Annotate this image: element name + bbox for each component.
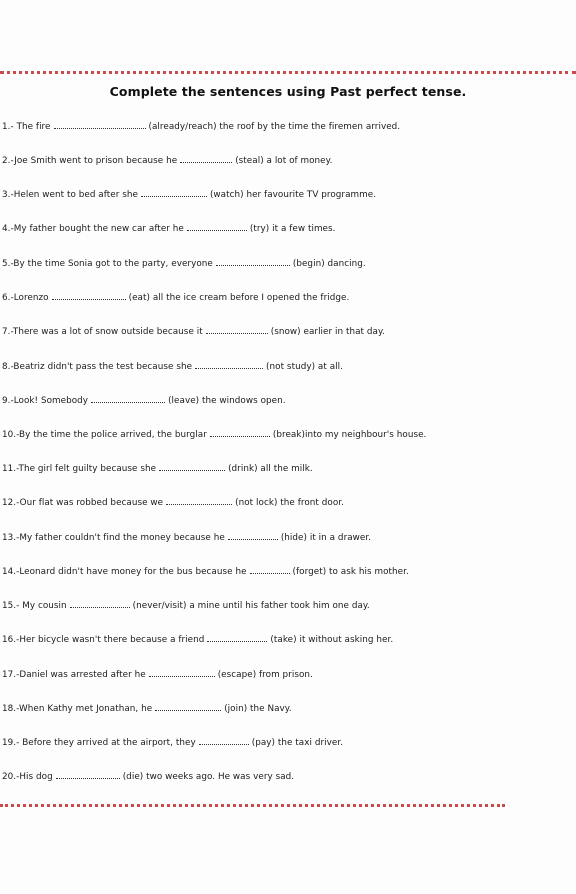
sentence-text-after: (steal) a lot of money. <box>235 156 333 166</box>
sentence-5 <box>2 255 576 272</box>
sentence-text-before: 10.-By the time the police arrived, the burglar <box>2 430 207 440</box>
sentence-text-before: 17.-Daniel was arrested after he <box>2 670 146 680</box>
sentence-text-before: 2.-Joe Smith went to prison because he <box>2 156 178 166</box>
sentence-text-after: (never/visit) a mine until his father took him one day. <box>132 601 370 611</box>
sentence-text-after: (leave) the windows open. <box>168 396 286 406</box>
sentence-1 <box>2 118 576 135</box>
sentence-9 <box>2 392 576 409</box>
sentence-text-after: (not study) at all. <box>266 362 343 372</box>
sentence-text-after: (join) the Navy. <box>224 704 292 714</box>
answer-blank[interactable] <box>180 152 232 163</box>
sentence-text-after: (already/reach) the roof by the time the firemen arrived. <box>148 122 401 132</box>
sentence-20 <box>2 768 576 785</box>
sentence-text-after: (forget) to ask his mother. <box>292 567 409 577</box>
sentence-text-before: 7.-There was a lot of snow outside because it <box>2 327 203 337</box>
sentence-text-before: 11.-The girl felt guilty because she <box>2 464 157 474</box>
sentence-10 <box>2 426 576 443</box>
sentence-text-after: (pay) the taxi driver. <box>251 738 344 748</box>
sentence-text-after: (escape) from prison. <box>217 670 313 680</box>
sentence-3 <box>2 186 576 203</box>
answer-blank[interactable] <box>141 186 207 197</box>
sentence-text-after: (watch) her favourite TV programme. <box>209 190 377 200</box>
answer-blank[interactable] <box>216 255 290 266</box>
sentence-text-before: 18.-When Kathy met Jonathan, he <box>2 704 153 714</box>
sentence-text-after: (drink) all the milk. <box>228 464 313 474</box>
sentence-text-after: (snow) earlier in that day. <box>270 327 385 337</box>
sentence-text-after: (die) two weeks ago. He was very sad. <box>122 772 295 782</box>
sentence-text-after: (try) it a few times. <box>249 224 336 234</box>
answer-blank[interactable] <box>149 666 215 677</box>
answer-blank[interactable] <box>91 392 165 403</box>
sentence-text-after: (begin) dancing. <box>292 259 366 269</box>
answer-blank[interactable] <box>52 289 126 300</box>
sentence-text-after: (eat) all the ice cream before I opened the fridge. <box>128 293 350 303</box>
answer-blank[interactable] <box>206 323 268 334</box>
sentence-7 <box>2 323 576 340</box>
sentence-14 <box>2 563 576 580</box>
sentence-text-after: (take) it without asking her. <box>270 635 394 645</box>
sentence-text-before: 12.-Our flat was robbed because we <box>2 498 164 508</box>
answer-blank[interactable] <box>228 529 278 540</box>
answer-blank[interactable] <box>207 631 267 642</box>
answer-blank[interactable] <box>56 768 120 779</box>
sentence-text-before: 5.-By the time Sonia got to the party, everyone <box>2 259 213 269</box>
top-dotted-divider <box>0 71 576 74</box>
answer-blank[interactable] <box>250 563 290 574</box>
bottom-dotted-divider <box>0 804 505 807</box>
sentence-13 <box>2 529 576 546</box>
sentence-15 <box>2 597 576 614</box>
answer-blank[interactable] <box>199 734 249 745</box>
sentence-text-after: (hide) it in a drawer. <box>280 533 372 543</box>
sentence-text-before: 6.-Lorenzo <box>2 293 49 303</box>
answer-blank[interactable] <box>195 358 263 369</box>
sentence-text-before: 13.-My father couldn't find the money because he <box>2 533 225 543</box>
sentence-16 <box>2 631 576 648</box>
answer-blank[interactable] <box>159 460 225 471</box>
sentence-text-before: 14.-Leonard didn't have money for the bus because he <box>2 567 247 577</box>
sentence-19 <box>2 734 576 751</box>
answer-blank[interactable] <box>210 426 270 437</box>
sentence-12 <box>2 494 576 511</box>
sentence-6 <box>2 289 576 306</box>
worksheet-title: Complete the sentences using Past perfect tense. <box>109 84 467 99</box>
sentence-text-before: 15.- My cousin <box>2 601 67 611</box>
sentence-text-before: 8.-Beatriz didn't pass the test because she <box>2 362 193 372</box>
sentence-text-before: 4.-My father bought the new car after he <box>2 224 184 234</box>
sentence-text-after: (not lock) the front door. <box>235 498 344 508</box>
sentence-17 <box>2 666 576 683</box>
answer-blank[interactable] <box>166 494 232 505</box>
sentence-text-before: 1.- The fire <box>2 122 51 132</box>
sentence-text-before: 19.- Before they arrived at the airport, they <box>2 738 196 748</box>
answer-blank[interactable] <box>155 700 221 711</box>
sentence-2 <box>2 152 576 169</box>
sentence-text-after: (break)into my neighbour's house. <box>272 430 427 440</box>
sentence-11 <box>2 460 576 477</box>
answer-blank[interactable] <box>70 597 130 608</box>
sentence-text-before: 3.-Helen went to bed after she <box>2 190 138 200</box>
sentence-8 <box>2 358 576 375</box>
answer-blank[interactable] <box>187 220 247 231</box>
sentence-text-before: 20.-His dog <box>2 772 53 782</box>
sentence-4 <box>2 220 576 237</box>
sentence-text-before: 9.-Look! Somebody <box>2 396 89 406</box>
sentence-18 <box>2 700 576 717</box>
answer-blank[interactable] <box>54 118 146 129</box>
sentence-text-before: 16.-Her bicycle wasn't there because a friend <box>2 635 205 645</box>
